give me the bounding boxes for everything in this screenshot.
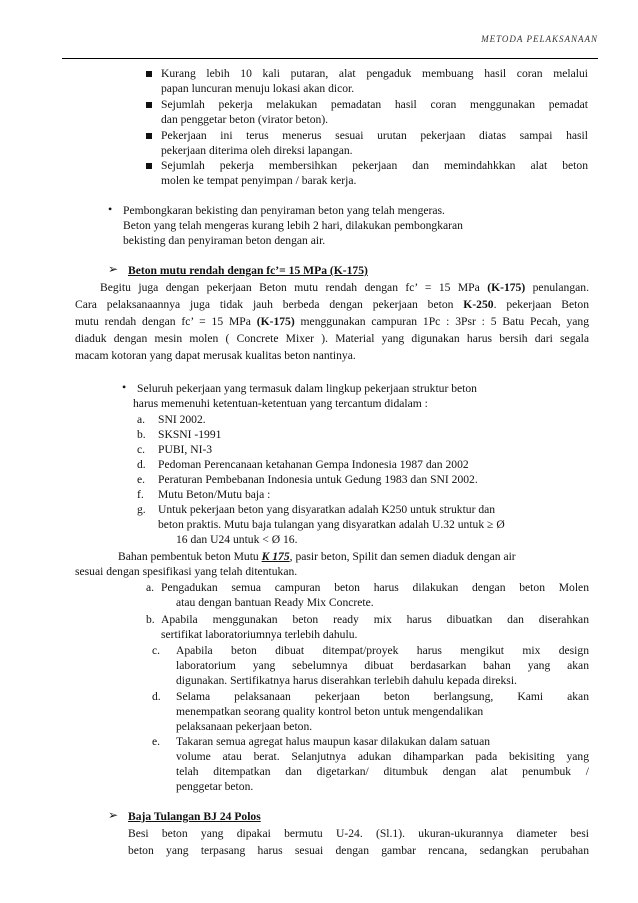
bongkar-line-2: bekisting dan penyiraman beton dengan air.: [123, 234, 326, 247]
section1-para-line-1: Begitu juga dengan pekerjaan Beton mutu rendah dengan fc’ = 15 MPa (K-175) penulangan.: [100, 281, 589, 294]
bahan-line-2: sesuai dengan spesifikasi yang telah ditentukan.: [75, 565, 298, 578]
step-a-line-2: atau dengan bantuan Ready Mix Concrete.: [176, 596, 374, 609]
seluruh-line-2: harus memenuhi ketentuan-ketentuan yang tercantum didalam :: [133, 397, 428, 410]
section1-title: Beton mutu rendah dengan fc’= 15 MPa (K-175): [128, 264, 368, 277]
ref-g-line-2: beton praktis. Mutu baja tulangan yang disyaratkan adalah U.32 untuk ≥ Ø: [158, 518, 505, 531]
arrow-bullet-icon: ➢: [108, 262, 119, 276]
section1-para-line-5: macam kotoran yang dapat merusak kualitas beton nantinya.: [75, 349, 356, 362]
ref-letter: b.: [137, 428, 146, 441]
section2-line-2: beton yang terpasang harus sesuai dengan gambar rencana, sedangkan perubahan: [128, 844, 589, 857]
ref-g-line-3: 16 dan U24 untuk < Ø 16.: [176, 533, 298, 546]
ref-letter: g.: [137, 503, 146, 516]
bullet-2-line-1: Sejumlah pekerja melakukan pemadatan hasil coran menggunakan pemadat: [161, 98, 588, 111]
bullet-3-line-2: pekerjaan diterima oleh direksi lapangan.: [161, 144, 353, 157]
ref-text: Pedoman Perencanaan ketahanan Gempa Indonesia 1987 dan 2002: [158, 458, 469, 471]
bullet-2-line-2: dan penggetar beton (virator beton).: [161, 113, 329, 126]
step-d-line-3: pelaksanaan pekerjaan beton.: [176, 720, 313, 733]
square-bullet-icon: [146, 133, 152, 139]
ref-letter: f.: [137, 488, 144, 501]
bongkar-bullet: Pembongkaran bekisting dan penyiraman beton yang telah mengeras.: [123, 204, 445, 217]
ref-text: Peraturan Pembebanan Indonesia untuk Gedung 1983 dan SNI 2002.: [158, 473, 478, 486]
step-letter: d.: [152, 690, 161, 703]
bahan-line-1: Bahan pembentuk beton Mutu K 175, pasir beton, Spilit dan semen diaduk dengan air: [118, 550, 516, 563]
ref-text: SKSNI -1991: [158, 428, 222, 441]
bullet-3-line-1: Pekerjaan ini terus menerus sesuai urutan pekerjaan diatas sampai hasil: [161, 129, 588, 142]
step-b-line-1: Apabila menggunakan beton ready mix harus dibuatkan dan diserahkan: [161, 613, 589, 626]
arrow-bullet-icon: ➢: [108, 808, 119, 822]
seluruh-bullet: Seluruh pekerjaan yang termasuk dalam lingkup pekerjaan struktur beton: [137, 382, 477, 395]
ref-text: Mutu Beton/Mutu baja :: [158, 488, 271, 501]
section1-para-line-2: Cara pelaksanaannya juga tidak jauh berbeda dengan pekerjaan beton K-250. pekerjaan Beton: [75, 298, 589, 311]
step-e-line-2: volume atau berat. Selanjutnya adukan dihamparkan pada bekisiting yang: [176, 750, 589, 763]
section2-title: Baja Tulangan BJ 24 Polos: [128, 810, 261, 823]
square-bullet-icon: [146, 102, 152, 108]
step-letter: e.: [152, 735, 161, 748]
step-letter: a.: [146, 581, 155, 594]
step-e-line-4: penggetar beton.: [176, 780, 254, 793]
bullet-4-line-2: molen ke tempat penyimpan / barak kerja.: [161, 174, 357, 187]
ref-letter: e.: [137, 473, 146, 486]
step-e-line-3: telah ditempatkan dan digetarkan/ ditumbuk dengan alat penumbuk /: [176, 765, 589, 778]
ref-letter: c.: [137, 443, 146, 456]
round-bullet-icon: •: [108, 202, 113, 216]
bullet-1-line-1: Kurang lebih 10 kali putaran, alat pengaduk membuang hasil coran melalui: [161, 67, 588, 80]
ref-letter: a.: [137, 413, 146, 426]
ref-text: Untuk pekerjaan beton yang disyaratkan adalah K250 untuk struktur dan: [158, 503, 496, 516]
step-c-line-2: laboratorium yang sebelumnya dibuat berdasarkan bahan yang akan: [176, 659, 589, 672]
ref-letter: d.: [137, 458, 146, 471]
step-b-line-2: sertifikat laboratoriumnya terlebih dahulu.: [161, 628, 358, 641]
bongkar-line-1: Beton yang telah mengeras kurang lebih 2 hari, dilakukan pembongkaran: [123, 219, 463, 232]
step-letter: c.: [152, 644, 161, 657]
ref-text: SNI 2002.: [158, 413, 206, 426]
step-e-line-1: Takaran semua agregat halus maupun kasar dilakukan dalam satuan: [176, 735, 491, 748]
step-c-line-1: Apabila beton dibuat ditempat/proyek harus mengikut mix design: [176, 644, 589, 657]
section2-line-1: Besi beton yang dipakai bermutu U-24. (Sl.1). ukuran-ukurannya diameter besi: [128, 827, 589, 840]
step-c-line-3: digunakan. Sertifikatnya harus diserahkan terlebih dahulu kepada direksi.: [176, 674, 517, 687]
step-letter: b.: [146, 613, 155, 626]
bullet-1-line-2: papan luncuran menuju lokasi akan dicor.: [161, 82, 355, 95]
bullet-4-line-1: Sejumlah pekerja membersihkan pekerjaan dan memindahkkan alat beton: [161, 159, 588, 172]
section1-para-line-4: diaduk dengan mesin molen ( Concrete Mixer ). Material yang digunakan harus bersih dari segala: [75, 332, 589, 345]
page-header: METODA PELAKSANAAN: [481, 34, 598, 44]
ref-text: PUBI, NI-3: [158, 443, 213, 456]
step-d-line-2: menempatkan seorang quality kontrol beton untuk mengendalikan: [176, 705, 484, 718]
step-a-line-1: Pengadukan semua campuran beton harus dilakukan dengan beton Molen: [161, 581, 589, 594]
square-bullet-icon: [146, 163, 152, 169]
step-d-line-1: Selama pelaksanaan pekerjaan beton berlangsung, Kami akan: [176, 690, 589, 703]
round-bullet-icon: •: [122, 380, 127, 394]
section1-para-line-3: mutu rendah dengan fc’ = 15 MPa (K-175) menggunakan campuran 1Pc : 3Psr : 5 Batu Pecah, yang: [75, 315, 589, 328]
square-bullet-icon: [146, 71, 152, 77]
header-rule: [62, 58, 598, 59]
